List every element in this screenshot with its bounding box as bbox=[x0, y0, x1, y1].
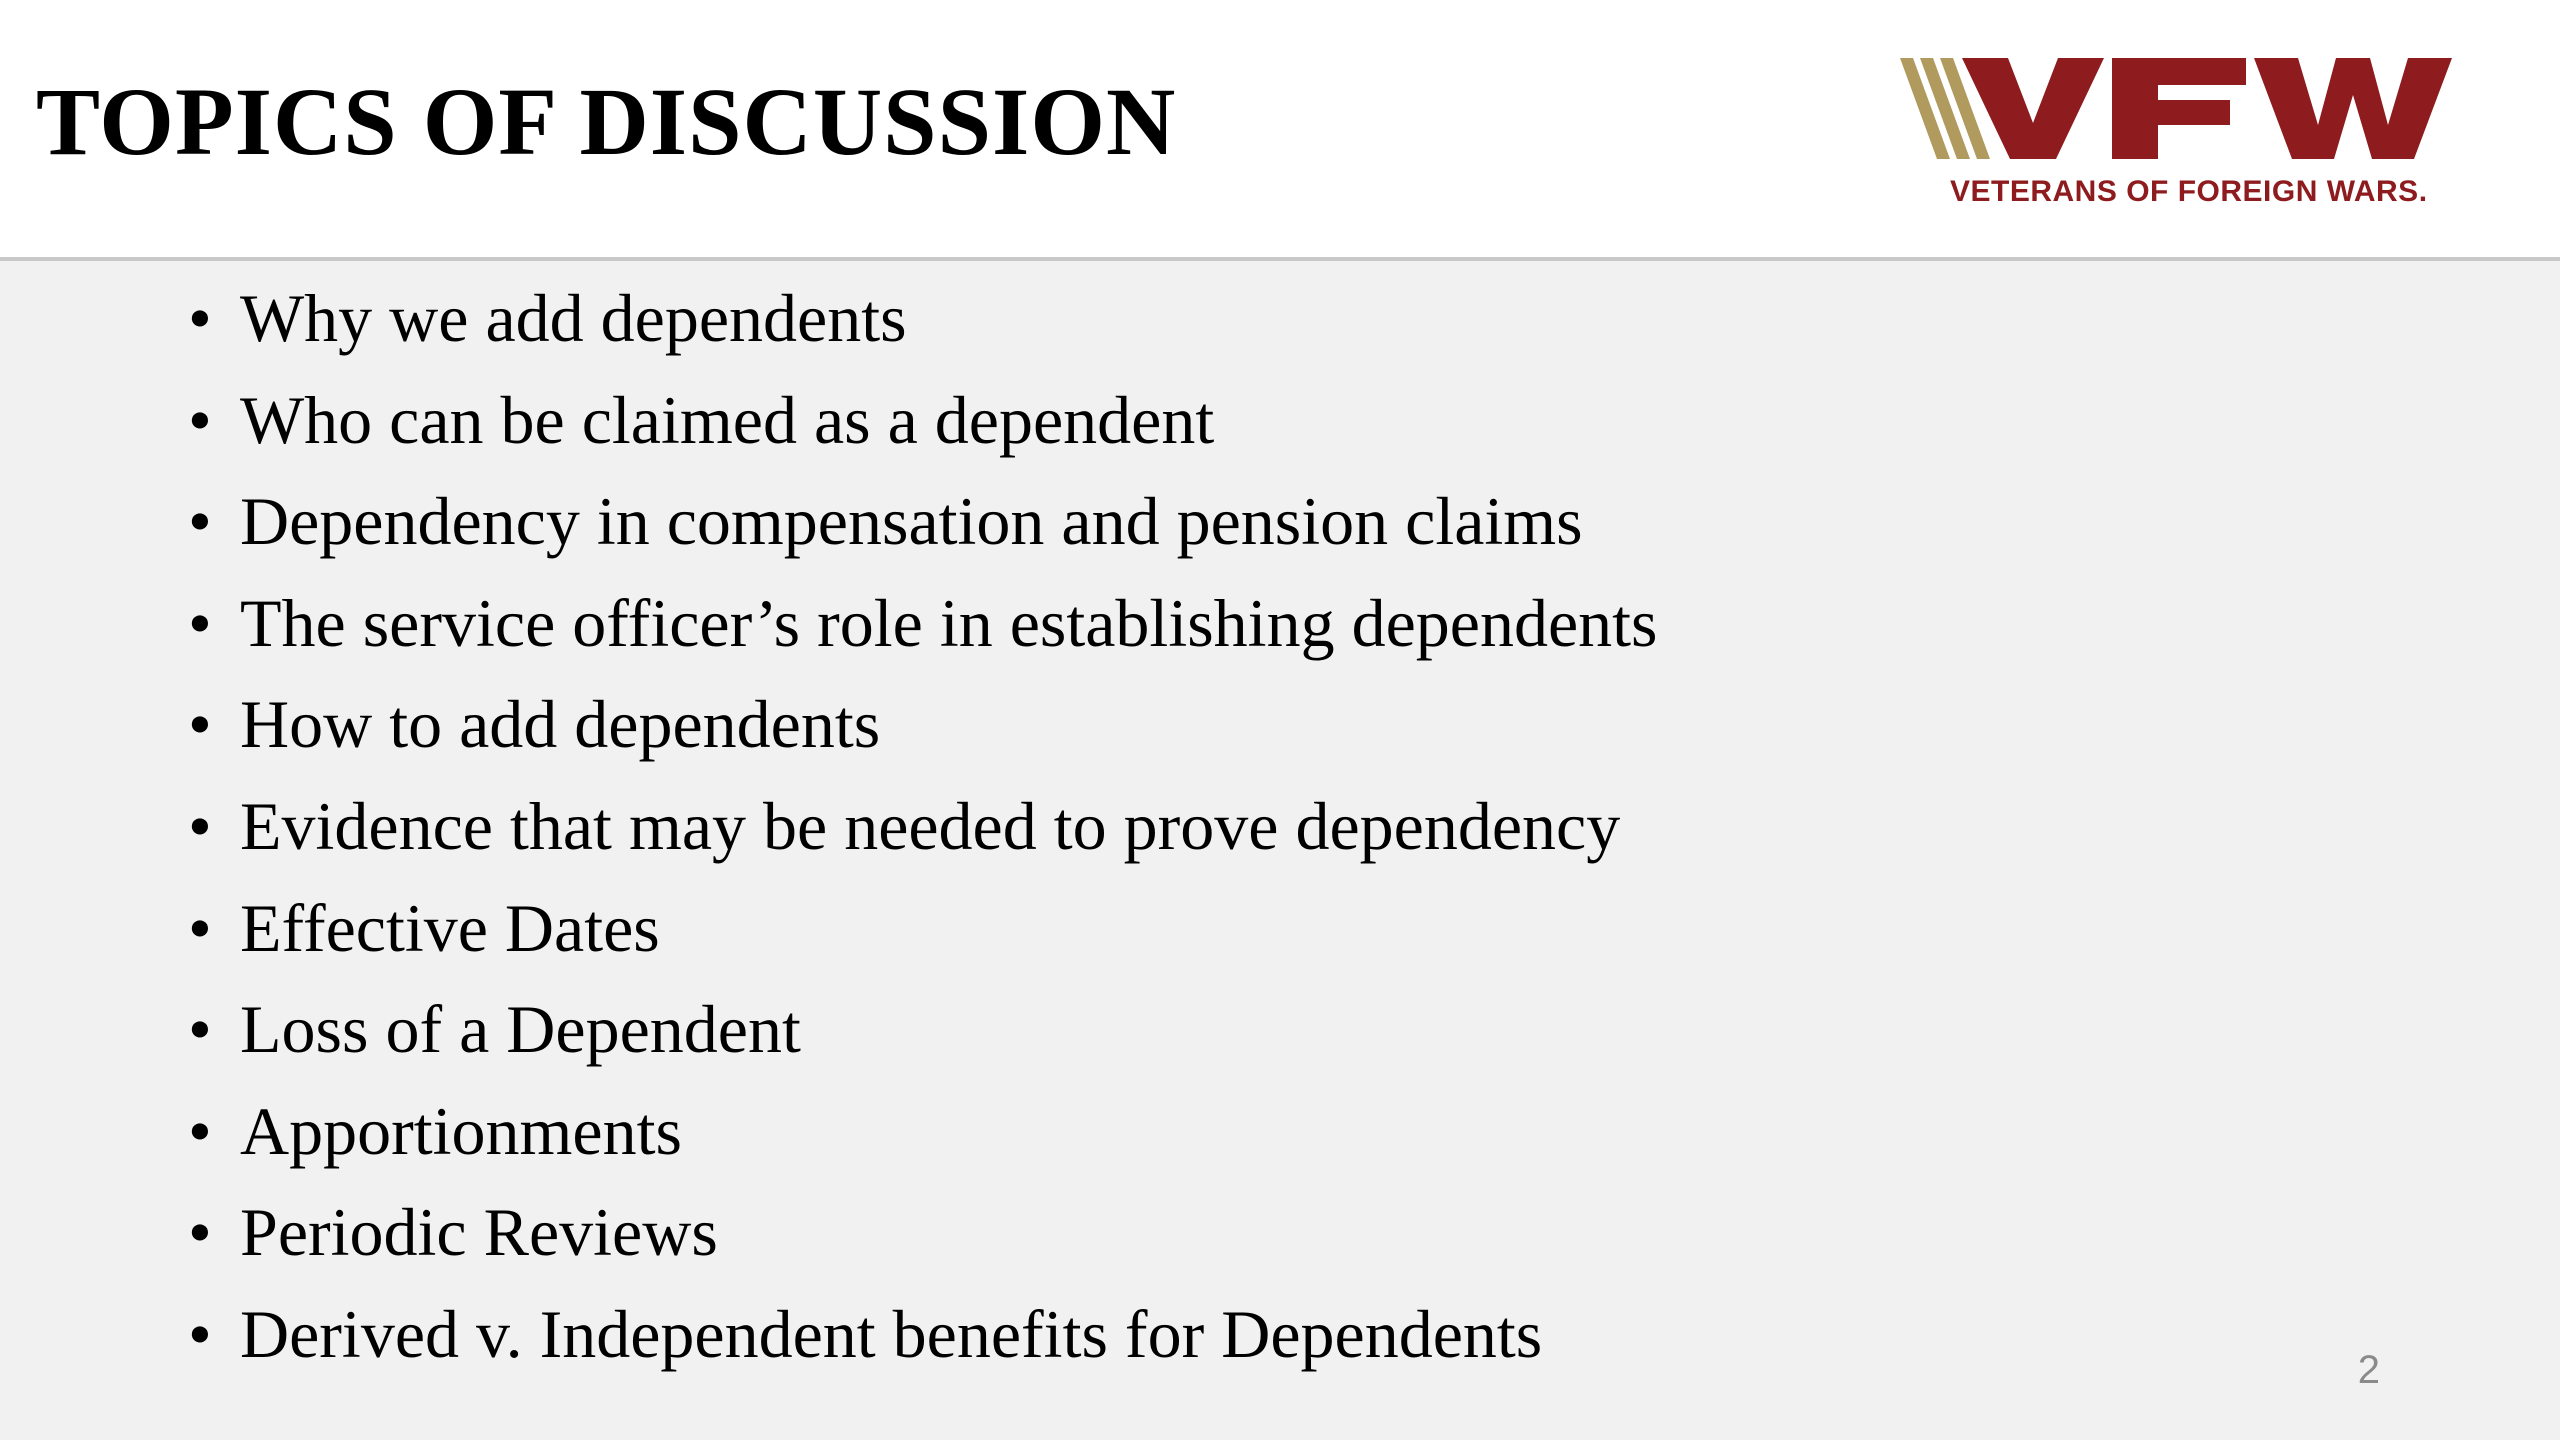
bullet-icon: • bbox=[188, 584, 212, 661]
bullet-icon: • bbox=[188, 787, 212, 864]
page-number: 2 bbox=[2357, 1348, 2380, 1392]
bullet-icon: • bbox=[188, 280, 212, 356]
topic-text: Evidence that may be needed to prove dependency bbox=[240, 787, 1621, 864]
slide-title: TOPICS OF DISCUSSION bbox=[36, 68, 1177, 175]
logo-letter-f bbox=[2112, 58, 2246, 159]
topic-text: Why we add dependents bbox=[240, 280, 907, 356]
bullet-icon: • bbox=[188, 889, 212, 966]
bullet-icon: • bbox=[188, 381, 212, 458]
bullet-icon: • bbox=[188, 991, 212, 1068]
bullet-icon: • bbox=[188, 686, 212, 763]
vfw-logo bbox=[1900, 55, 2460, 215]
topic-text: Who can be claimed as a dependent bbox=[240, 381, 1215, 458]
logo-tagline: VETERANS OF FOREIGN WARS. bbox=[1950, 175, 2428, 208]
bullet-icon: • bbox=[188, 483, 212, 560]
topic-text: Apportionments bbox=[240, 1092, 682, 1169]
topic-text: Loss of a Dependent bbox=[240, 991, 801, 1068]
topic-text: How to add dependents bbox=[240, 686, 881, 763]
topic-text: Periodic Reviews bbox=[240, 1194, 718, 1271]
slide-header bbox=[0, 0, 2560, 257]
logo-letter-w bbox=[2254, 58, 2452, 159]
topic-text: The service officer’s role in establishing dependents bbox=[240, 584, 1658, 661]
bullet-icon: • bbox=[188, 1092, 212, 1169]
bullet-icon: • bbox=[188, 1295, 212, 1372]
topic-text: Dependency in compensation and pension claims bbox=[240, 483, 1583, 560]
topic-text: Effective Dates bbox=[240, 889, 660, 966]
bullet-icon: • bbox=[188, 1194, 212, 1271]
vfw-wordmark-graphic bbox=[1900, 55, 2460, 165]
topic-text: Derived v. Independent benefits for Dependents bbox=[240, 1295, 1543, 1372]
